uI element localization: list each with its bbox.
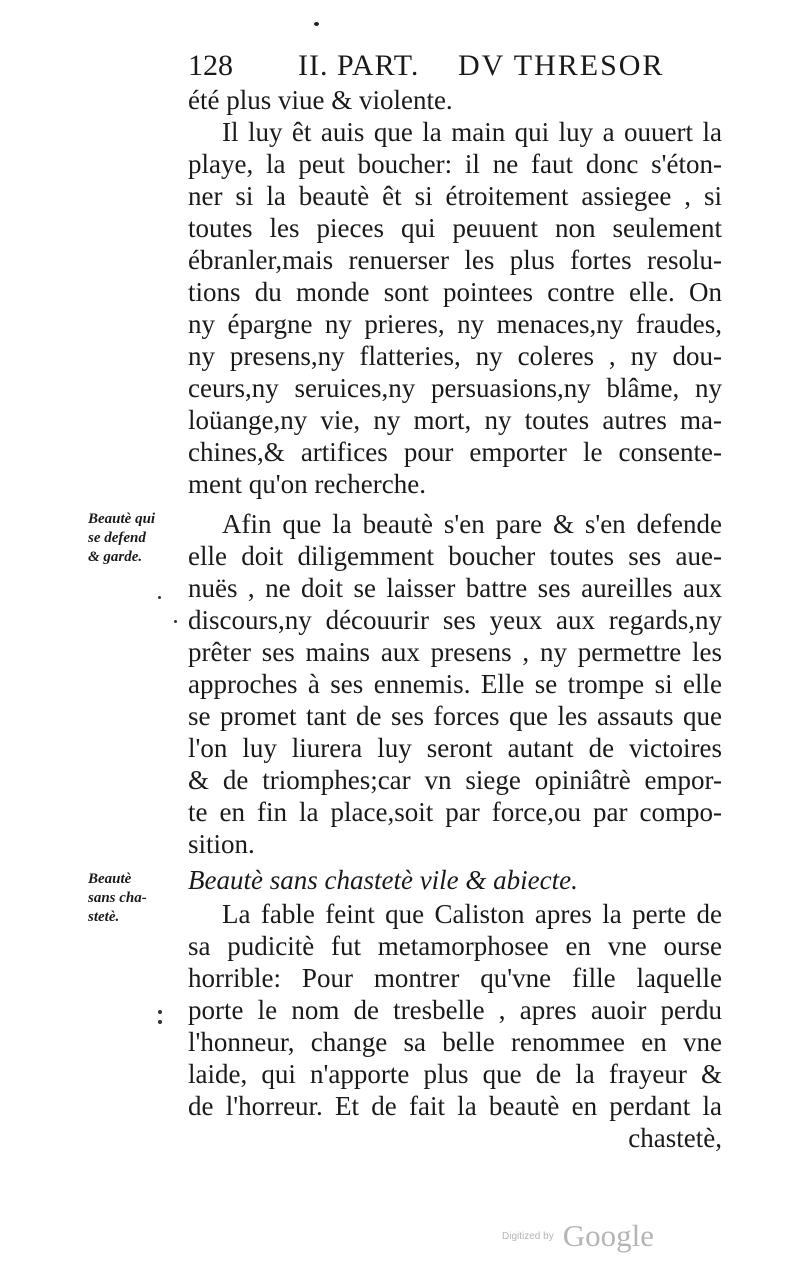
text-line: chines,& artifices pour emporter le consente- — [188, 437, 722, 467]
running-title: DV THRESOR — [458, 49, 665, 82]
paragraph — [188, 898, 722, 1154]
paragraph-continuation — [188, 84, 722, 116]
text-line: l'on luy liurera luy seront autant de victoires — [188, 733, 722, 763]
text-line: Afin que la beautè s'en pare & s'en defende — [222, 509, 722, 539]
watermark-text: Digitized by — [502, 1230, 554, 1242]
text-line: approches à ses ennemis. Elle se trompe si elle — [188, 669, 722, 699]
heading-line: Beautè sans chastetè vile & abiecte. — [188, 865, 578, 895]
text-line: & de triomphes;car vn siege opiniâtrè empor- — [188, 765, 722, 795]
margin-note-line: & garde. — [88, 549, 143, 565]
text-line: horrible: Pour montrer qu'vne fille laquelle — [188, 963, 722, 993]
text-line: ment qu'on recherche. — [188, 469, 427, 499]
text-line: ébranler,mais renuerser les plus fortes resolu- — [188, 245, 722, 275]
ink-speck — [314, 22, 319, 26]
margin-note-line: Beautè — [88, 871, 132, 887]
margin-note-line: se defend — [88, 530, 146, 546]
text-line: Il luy êt auis que la main qui luy a ouuert la — [222, 117, 722, 147]
text-line: tions du monde sont pointees contre elle. On — [188, 277, 722, 307]
text-line: se promet tant de ses forces que les assauts que — [188, 701, 722, 731]
margin-note-line: stetè. — [88, 909, 120, 925]
paragraph — [188, 508, 722, 860]
text-line: ny épargne ny prieres, ny menaces,ny fraudes, — [188, 309, 722, 339]
text-line: nuës , ne doit se laisser battre ses aureilles aux — [188, 573, 722, 603]
catchword: chastetè, — [628, 1123, 722, 1153]
google-logo: Google — [562, 1218, 655, 1253]
running-header — [188, 46, 665, 86]
text-line: ner si la beautè êt si étroitement assiegee , si — [188, 181, 722, 211]
text-line: loüange,ny vie, ny mort, ny toutes autres ma- — [188, 405, 722, 435]
paragraph — [188, 116, 722, 500]
ink-speck — [158, 596, 161, 599]
text-line: l'honneur, change sa belle renommee en vne — [188, 1027, 722, 1057]
text-line: prêter ses mains aux presens , ny permettre les — [188, 637, 722, 667]
text-line: sa pudicitè fut metamorphosee en vne ourse — [188, 931, 722, 961]
part-label: II. PART. — [298, 49, 420, 82]
text-line: te en fin la place,soit par force,ou par compo- — [188, 797, 722, 827]
ink-speck — [158, 1010, 162, 1014]
text-line: porte le nom de tresbelle , apres auoir perdu — [188, 995, 722, 1025]
text-line: playe, la peut boucher: il ne faut donc s'éton- — [188, 149, 722, 179]
text-line: été plus viue & violente. — [188, 85, 453, 115]
text-line: ceurs,ny seruices,ny persuasions,ny blâme, ny — [188, 373, 722, 403]
text-line: de l'horreur. Et de fait la beautè en perdant la — [188, 1091, 722, 1121]
text-line: sition. — [188, 829, 255, 859]
text-line: toutes les pieces qui peuuent non seulement — [188, 213, 722, 243]
ink-speck — [158, 1020, 162, 1024]
text-line: laide, qui n'apporte plus que de la frayeur & — [188, 1059, 722, 1089]
margin-note-line: sans cha- — [88, 890, 147, 906]
text-line: elle doit diligemment boucher toutes ses aue- — [188, 541, 722, 571]
margin-note — [88, 510, 188, 567]
section-heading — [188, 864, 722, 896]
text-line: ny presens,ny flatteries, ny coleres , ny dou- — [188, 341, 722, 371]
ink-speck — [174, 620, 177, 623]
text-line: La fable feint que Caliston apres la perte de — [222, 899, 722, 929]
margin-note-line: Beautè qui — [88, 511, 156, 527]
text-line: discours,ny découurir ses yeux aux regards,ny — [188, 605, 722, 635]
digitized-watermark — [502, 1218, 654, 1258]
page-number: 128 — [188, 49, 233, 82]
margin-note — [88, 870, 188, 927]
